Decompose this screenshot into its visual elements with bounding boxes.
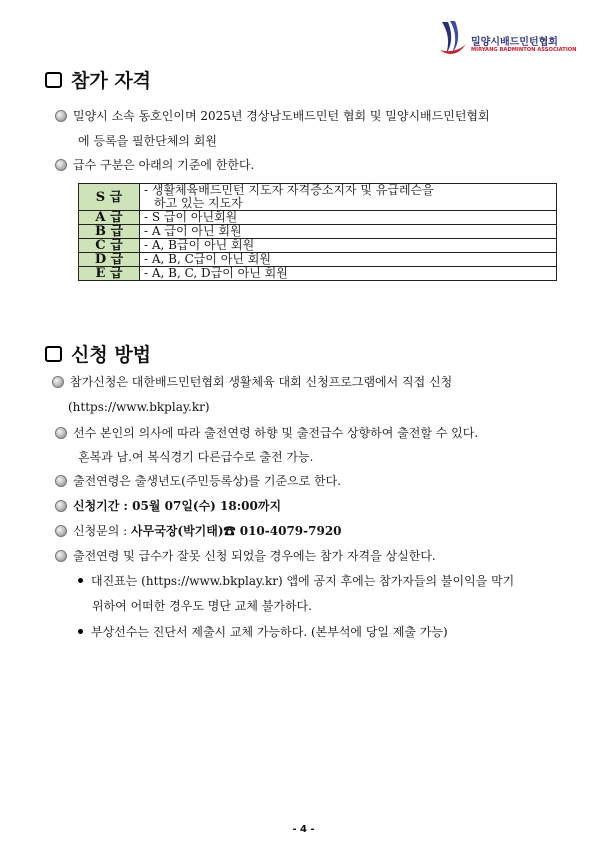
checkbox-square-icon bbox=[45, 346, 62, 362]
dot-bullet-icon bbox=[78, 578, 83, 583]
round-bullet-icon bbox=[55, 159, 67, 171]
application-item-6: 출전연령 및 급수가 잘못 신청 되었을 경우에는 참가 자격을 상실한다. bbox=[55, 544, 436, 569]
round-bullet-icon bbox=[52, 376, 64, 388]
dot-bullet-icon bbox=[78, 629, 83, 634]
application-sub-2: 부상선수는 진단서 제출시 교체 가능하다. (본부석에 당일 제출 가능) bbox=[78, 620, 448, 645]
section-title-text: 참가 자격 bbox=[71, 70, 152, 92]
grade-cell: D 급 bbox=[79, 253, 140, 267]
checkbox-square-icon bbox=[45, 72, 62, 88]
table-row bbox=[79, 184, 557, 211]
application-item-2-cont: 혼복과 남.여 복식경기 다른급수로 출전 가능. bbox=[78, 450, 314, 464]
round-bullet-icon bbox=[55, 525, 67, 537]
shuttlecock-logo-icon bbox=[438, 20, 468, 58]
table-row bbox=[79, 225, 557, 239]
eligibility-item-2: 급수 구분은 아래의 기준에 한한다. bbox=[55, 153, 254, 178]
application-contact: 신청문의 : 사무국장(박기태)☎ 010-4079-7920 bbox=[55, 519, 342, 544]
round-bullet-icon bbox=[55, 550, 67, 562]
grade-table bbox=[78, 183, 557, 281]
grade-cell: S 급 bbox=[79, 184, 140, 211]
association-logo bbox=[438, 20, 577, 60]
table-row bbox=[79, 211, 557, 225]
logo-name: 밀양시배드민턴협회 bbox=[471, 37, 558, 48]
application-item-1: 참가신청은 대한배드민턴협회 생활체육 대회 신청프로그램에서 직접 신청 bbox=[52, 370, 452, 395]
logo-subtitle: MIRYANG BADMINTON ASSOCIATION bbox=[471, 47, 577, 53]
grade-cell: E 급 bbox=[79, 267, 140, 281]
table-row bbox=[79, 253, 557, 267]
grade-desc: - A, B급이 아닌 회원 bbox=[140, 239, 557, 253]
grade-cell: C 급 bbox=[79, 239, 140, 253]
section-title-application bbox=[45, 340, 151, 367]
grade-cell: A 급 bbox=[79, 211, 140, 225]
application-link[interactable]: (https://www.bkplay.kr) bbox=[68, 400, 210, 414]
round-bullet-icon bbox=[55, 475, 67, 487]
eligibility-item-1-cont: 에 등록을 필한단체의 회원 bbox=[78, 134, 217, 148]
round-bullet-icon bbox=[55, 500, 67, 512]
section-title-text: 신청 방법 bbox=[71, 344, 152, 366]
round-bullet-icon bbox=[55, 110, 67, 122]
grade-desc: - S 급이 아닌회원 bbox=[140, 211, 557, 225]
contact-value: 사무국장(박기태)☎ 010-4079-7920 bbox=[131, 524, 342, 538]
application-item-3: 출전연령은 출생년도(주민등록상)를 기준으로 한다. bbox=[55, 469, 341, 494]
application-period: 신청기간 : 05월 07일(수) 18:00까지 bbox=[55, 494, 281, 519]
grade-desc: - A, B, C, D급이 아닌 회원 bbox=[140, 267, 557, 281]
application-sub-1: 대진표는 (https://www.bkplay.kr) 앱에 공지 후에는 참가자들의 불이익을 막기 bbox=[78, 569, 514, 594]
grade-desc: - A, B, C급이 아닌 회원 bbox=[140, 253, 557, 267]
application-sub-1-cont: 위하여 어떠한 경우도 명단 교체 불가하다. bbox=[92, 599, 312, 613]
grade-cell: B 급 bbox=[79, 225, 140, 239]
grade-desc: - 생활체육배드민턴 지도자 자격증소지자 및 유급레슨을 하고 있는 지도자 bbox=[140, 184, 557, 211]
table-row bbox=[79, 267, 557, 281]
application-item-2: 선수 본인의 의사에 따라 출전연령 하향 및 출전급수 상향하여 출전할 수 있다. bbox=[55, 421, 478, 446]
section-title-eligibility bbox=[45, 66, 151, 93]
eligibility-item-1: 밀양시 소속 동호인이며 2025년 경상남도배드민턴 협회 및 밀양시배드민턴협회 bbox=[55, 104, 490, 129]
round-bullet-icon bbox=[55, 427, 67, 439]
grade-desc: - A 급이 아닌 회원 bbox=[140, 225, 557, 239]
page-number: - 4 - bbox=[292, 824, 315, 835]
table-row bbox=[79, 239, 557, 253]
